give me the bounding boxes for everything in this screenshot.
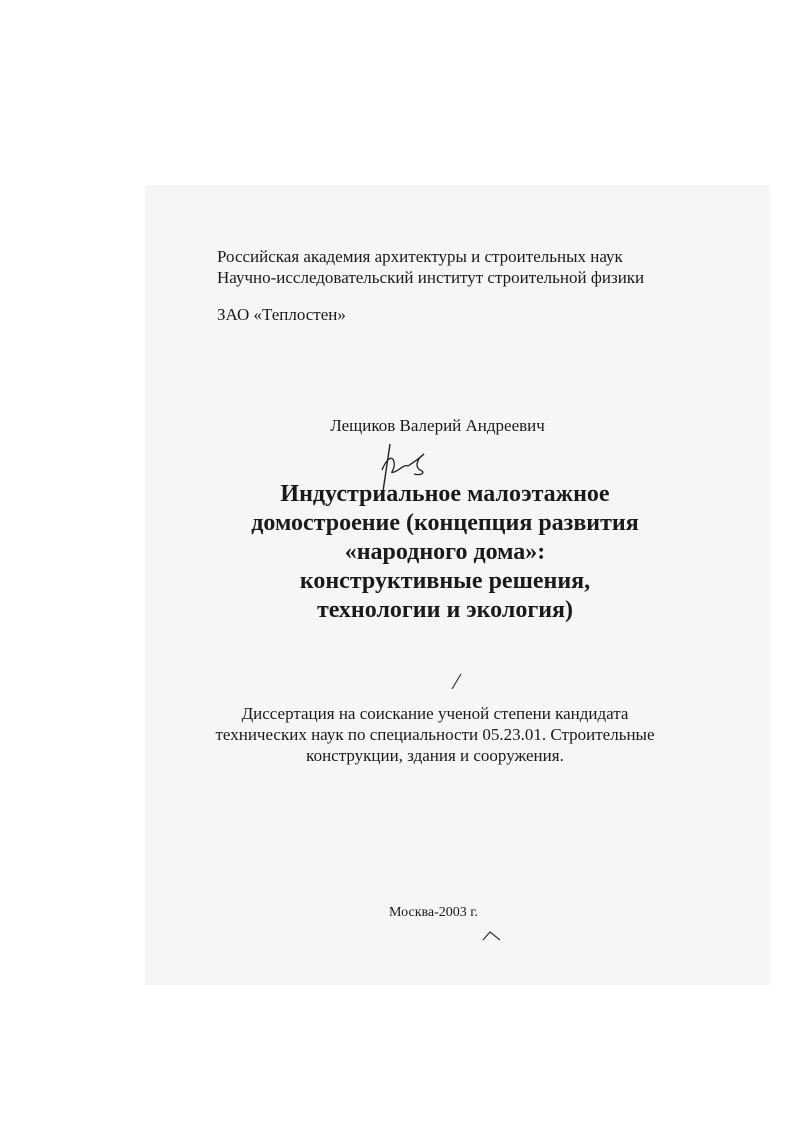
company-name: ЗАО «Теплостен» [217,305,346,324]
title-line: конструктивные решения, [299,568,591,594]
subtitle-line: конструкции, здания и сооружения. [306,746,564,765]
academy-name: Российская академия архитектуры и строительных наук [217,247,623,266]
title-line: «народного дома»: [344,539,546,565]
dissertation-title [210,480,680,625]
subtitle-line: Диссертация на соискание ученой степени кандидата [241,704,629,723]
author-name: Лещиков Валерий Андреевич [330,416,545,435]
subtitle-line: технических наук по специальности 05.23.01. Строительные [215,725,655,744]
title-line: домостроение (концепция развития [251,510,639,536]
institute-name: Научно-исследовательский институт строительной физики [217,268,645,287]
caret-mark-icon [480,928,504,944]
title-line: технологии и экология) [316,597,574,623]
pen-mark-icon [448,672,464,692]
title-line: Индустриальное малоэтажное [280,481,610,507]
city-year: Москва-2003 г. [389,905,478,920]
dissertation-subtitle [195,703,675,766]
